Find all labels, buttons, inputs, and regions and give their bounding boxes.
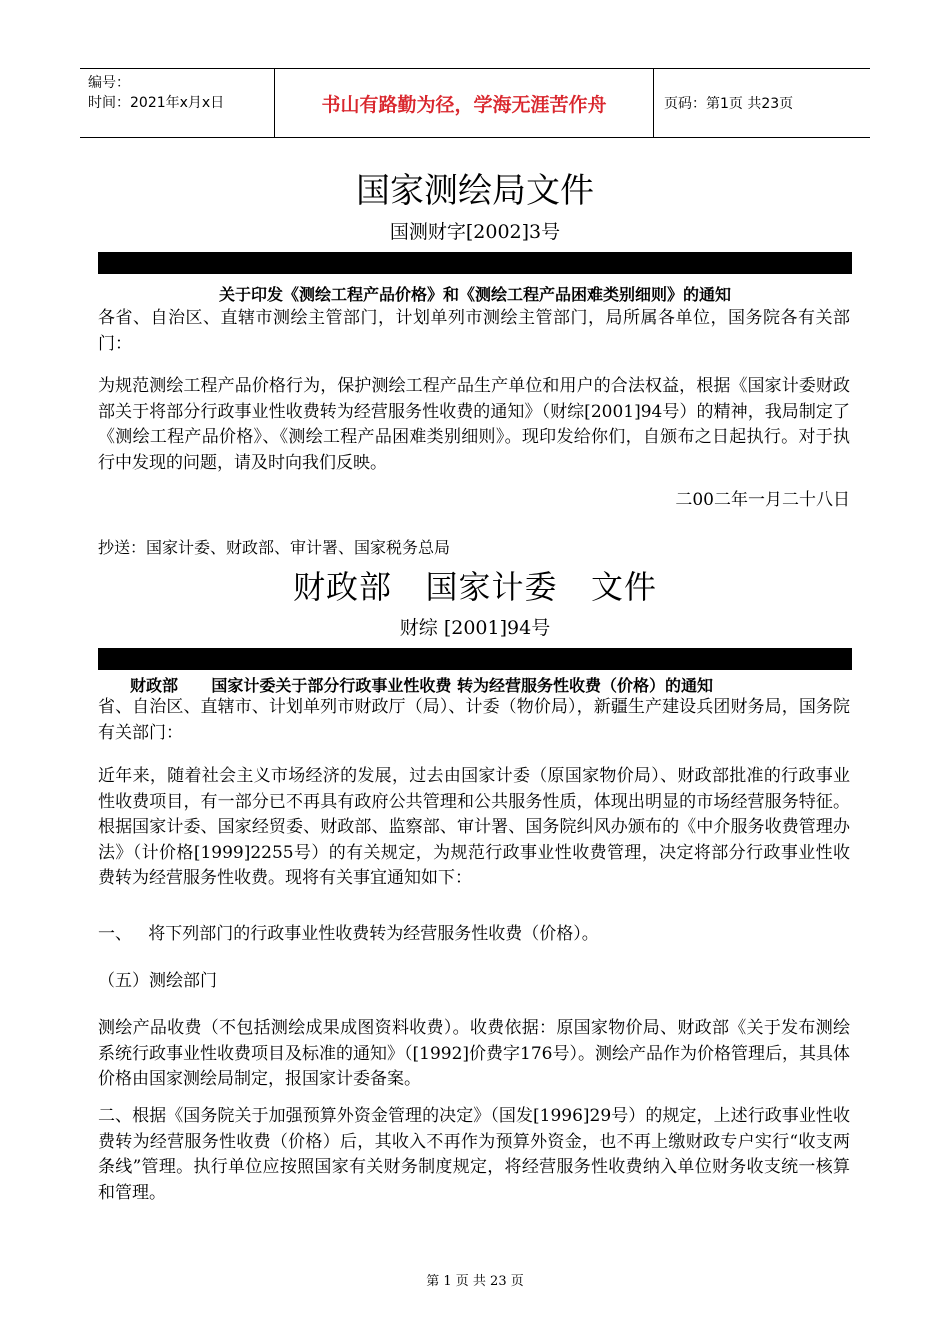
page-footer: 第 1 页 共 23 页 [426, 1274, 524, 1289]
doc2-para1: 近年来，随着社会主义市场经济的发展，过去由国家计委（原国家物价局）、财政部批准的行政事业性收费项目，有一部分已不再具有政府公共管理和公共服务性质，体现出明显的市场经营服务特征。根据国家计委、国家经贸委、财政部、监察部、审计署、国务院纠风办颁布的《中介服务收费管理办法》（计价格[1999]2255号）的有关规定，为规范行政事业性收费管理，决定将部分行政事业性收费转为经营服务性收费。现将有关事宜通知如下： [98, 766, 850, 888]
header-meta [80, 69, 275, 137]
doc1-number: 国测财字[2002]3号 [389, 221, 561, 243]
doc2-para2: 测绘产品收费（不包括测绘成果成图资料收费）。收费依据：原国家物价局、财政部《关于发布测绘系统行政事业性收费项目及标准的通知》（[1992]价费字176号）。测绘产品作为价格管理后，其具体价格由国家测绘局制定，报国家计委备案。 [98, 1018, 850, 1089]
doc1-body: 为规范测绘工程产品价格行为，保护测绘工程产品生产单位和用户的合法权益，根据《国家计委财政部关于将部分行政事业性收费转为经营服务性收费的通知》（财综[2001]94号）的精神，我局制定了《测绘工程产品价格》、《测绘工程产品困难类别细则》。现印发给你们，自颁布之日起执行。对于执行中发现的问题，请及时向我们反映。 [98, 376, 850, 473]
doc2-divider-bar [98, 648, 852, 670]
doc1-title: 国家测绘局文件 [356, 171, 594, 211]
doc1-notice-title: 关于印发《测绘工程产品价格》和《测绘工程产品困难类别细则》的通知 [218, 285, 731, 304]
doc2-number: 财综 [2001]94号 [399, 617, 551, 639]
doc2-notice-title: 财政部 国家计委关于部分行政事业性收费 转为经营服务性收费（价格）的通知 [130, 676, 713, 695]
doc2-recipients: 省、自治区、直辖市、计划单列市财政厅（局）、计委（物价局），新疆生产建设兵团财务局，国务院有关部门： [98, 697, 850, 743]
doc1-divider-bar [98, 252, 852, 274]
doc1-recipients: 各省、自治区、直辖市测绘主管部门，计划单列市测绘主管部门，局所属各单位，国务院各有关部门： [98, 308, 850, 354]
header-table [80, 68, 870, 138]
doc2-title: 财政部 国家计委 文件 [292, 568, 658, 606]
doc2-item1-sub: （五）测绘部门 [98, 971, 217, 991]
number-label: 编号： [88, 75, 130, 91]
header-motto: 书山有路勤为径，学海无涯苦作舟 [275, 69, 654, 137]
time-label: 时间：2021年x月x日 [88, 95, 225, 111]
doc2-item1: 一、 将下列部门的行政事业性收费转为经营服务性收费（价格）。 [98, 924, 599, 944]
doc2-item2: 二、根据《国务院关于加强预算外资金管理的决定》（国发[1996]29号）的规定，上述行政事业性收费转为经营服务性收费（价格）后，其收入不再作为预算外资金，也不再上缴财政专户实行“收支两条线”管理。执行单位应按照国家有关财务制度规定，将经营服务性收费纳入单位财务收支统一核算和管理。 [98, 1106, 850, 1203]
doc1-date: 二00二年一月二十八日 [675, 490, 850, 510]
header-page-info: 页码：第1页 共23页 [664, 96, 794, 112]
doc1-cc: 抄送：国家计委、财政部、审计署、国家税务总局 [98, 538, 451, 557]
